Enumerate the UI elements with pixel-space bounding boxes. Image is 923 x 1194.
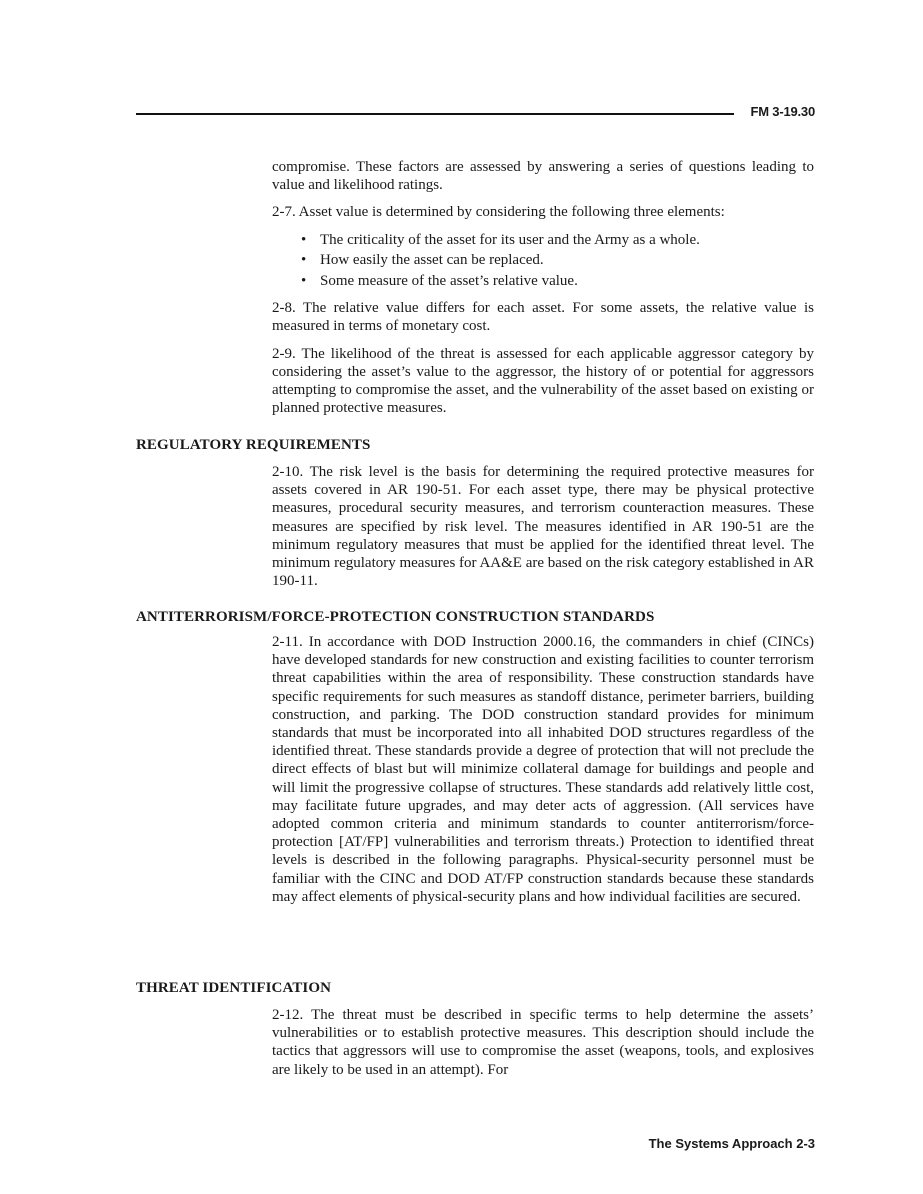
list-item: • Some measure of the asset’s relative value.: [301, 272, 814, 290]
paragraph-2-9: 2-9. The likelihood of the threat is assessed for each applicable aggressor category by considering the asset’s value to the aggressor, the history of or potential for aggressors attempting to compromise the asset, and the vulnerability of the asset based on existing or planned protective measures.: [272, 345, 814, 417]
intro-block: [272, 158, 814, 426]
header-rule: [136, 113, 734, 115]
paragraph-2-8: 2-8. The relative value differs for each asset. For some assets, the relative value is measured in terms of monetary cost.: [272, 300, 814, 335]
heading-regulatory-requirements: REGULATORY REQUIREMENTS: [136, 437, 371, 453]
list-item: • How easily the asset can be replaced.: [301, 251, 814, 269]
list-item: • The criticality of the asset for its user and the Army as a whole.: [301, 231, 814, 249]
paragraph-2-7: 2-7. Asset value is determined by considering the following three elements:: [272, 204, 725, 221]
paragraph-2-11: 2-11. In accordance with DOD Instruction 2000.16, the commanders in chief (CINCs) have developed standards for new construction and existing facilities to counter terrorism threat capabilities within the area of responsibility. These construction standards have specific requirements for such measures as standoff distance, perimeter barriers, building construction, and parking. The DOD construction standard provides for minimum standards that must be incorporated into all inhabited DOD structures regardless of the identified threat. These standards provide a degree of protection that will not preclude the direct effects of blast but will minimize collateral damage for buildings and people and will limit the progressive collapse of structures. These standards add relatively little cost, may facilitate future upgrades, and may deter acts of aggression. (All services have adopted common criteria and minimum standards to counter antiterrorism/force-protection [AT/FP] vulnerabilities and terrorism threats.) Protection to identified threat levels is described in the following paragraphs. Physical-security personnel must be familiar with the CINC and DOD AT/FP construction standards because these standards may affect elements of physical-security plans and how individual facilities are secured.: [272, 634, 814, 905]
antiterrorism-block: [272, 633, 814, 915]
paragraph-continuation: compromise. These factors are assessed by answering a series of questions leading to value and likelihood ratings.: [272, 159, 814, 194]
heading-threat-identification: THREAT IDENTIFICATION: [136, 980, 332, 996]
heading-antiterrorism-standards: ANTITERRORISM/FORCE-PROTECTION CONSTRUCTION STANDARDS: [136, 609, 655, 625]
page-footer: The Systems Approach 2-3: [648, 1136, 815, 1151]
paragraph-2-10: 2-10. The risk level is the basis for determining the required protective measures for assets covered in AR 190-51. For each asset type, there may be physical protective measures, procedural security measures, and terrorism counteraction measures. These measures are specified by risk level. The measures identified in AR 190-51 are the minimum regulatory measures that must be applied for the identified threat level. The minimum regulatory measures for AA&E are based on the risk category established in AR 190-11.: [272, 464, 814, 590]
asset-value-list: [272, 231, 814, 291]
threat-block: [272, 1006, 814, 1088]
paragraph-2-12: 2-12. The threat must be described in specific terms to help determine the assets’ vulnerabilities or to establish protective measures. This description should include the tactics that aggressors will use to compromise the asset (weapons, tools, and explosives are likely to be used in an attempt). For: [272, 1007, 814, 1078]
document-id: FM 3-19.30: [750, 104, 815, 119]
regulatory-block: [272, 463, 814, 599]
